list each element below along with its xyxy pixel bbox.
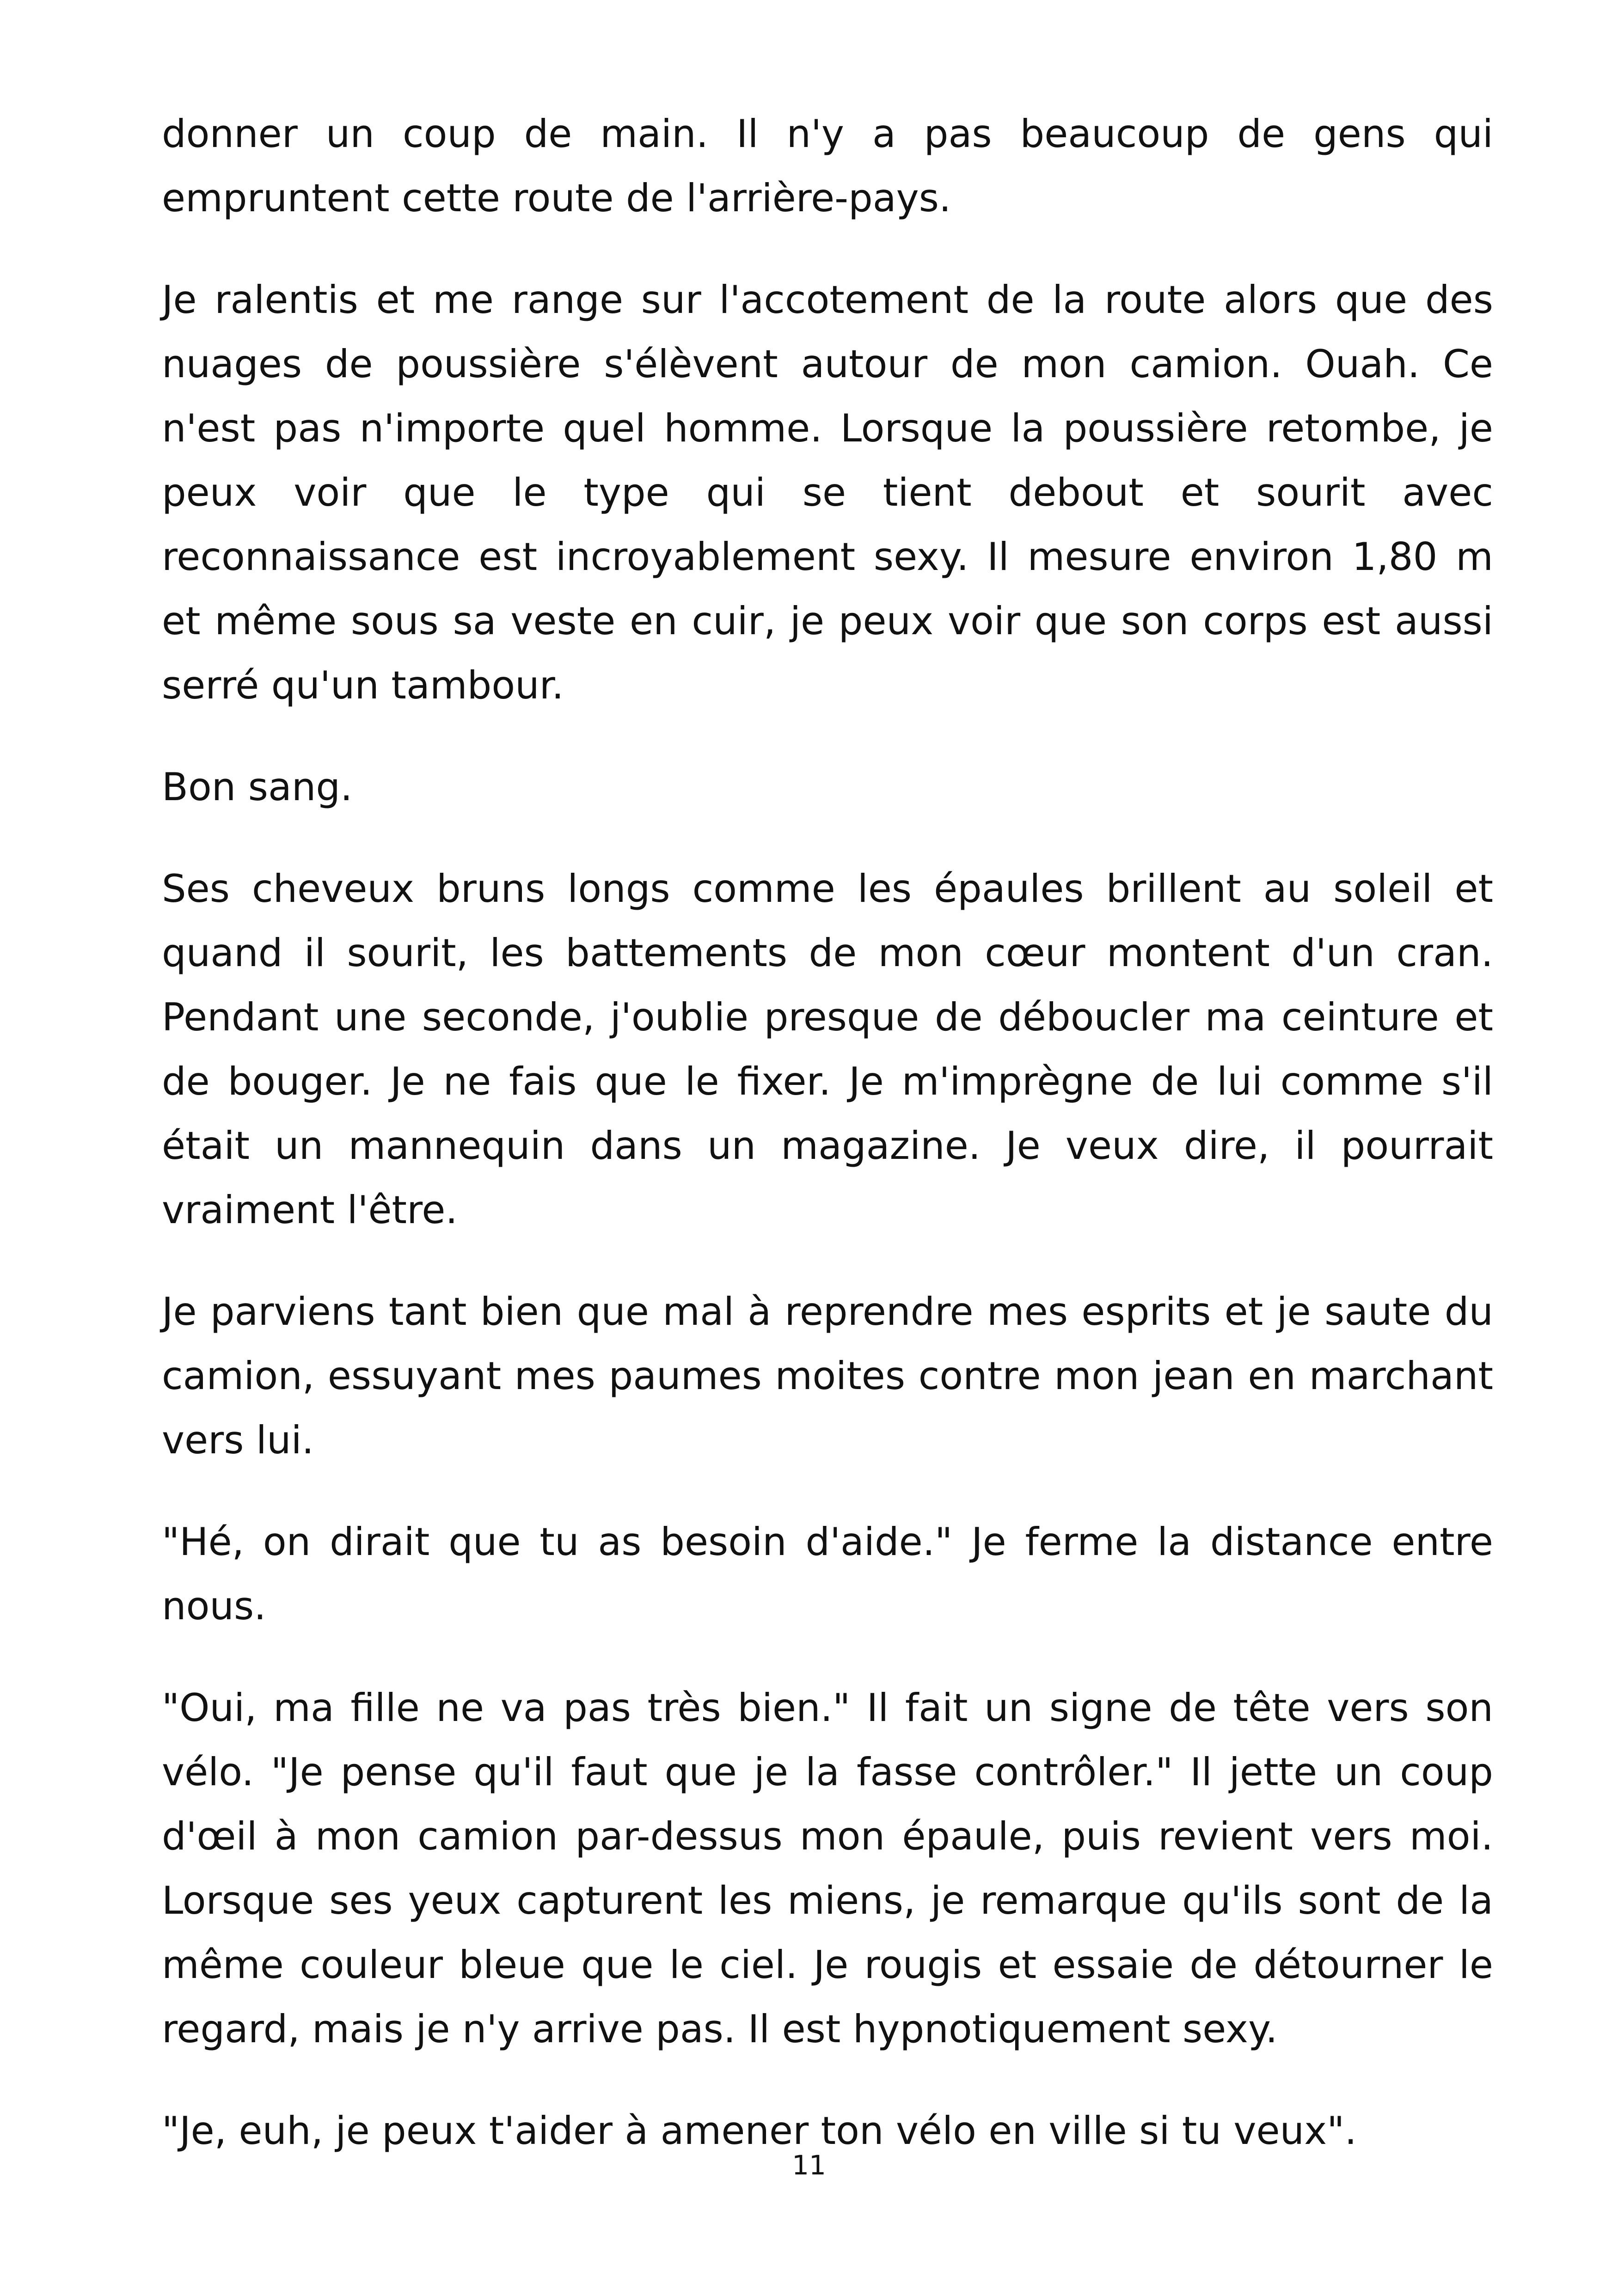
paragraph-6: "Hé, on dirait que tu as besoin d'aide." Je ferme la distance entre nous. (162, 1519, 1493, 1629)
paragraph-1: donner un coup de main. Il n'y a pas beaucoup de gens qui empruntent cette route de l'arrière-pays. (162, 111, 1493, 220)
paragraph-4: Ses cheveux bruns longs comme les épaules brillent au soleil et quand il sourit, les battements de mon cœur montent d'un cran. Pendant une seconde, j'oublie presque de déboucler ma ceinture et de bouger. Je ne fais que le fixer. Je m'imprègne de lui comme s'il était un mannequin dans un magazine. Je veux dire, il pourrait vraiment l'être. (162, 866, 1493, 1232)
paragraph-5: Je parviens tant bien que mal à reprendre mes esprits et je saute du camion, essuyant mes paumes moites contre mon jean en marchant vers lui. (162, 1289, 1493, 1463)
body-text (162, 102, 1493, 2200)
paragraph-3: Bon sang. (162, 765, 353, 809)
page-number: 11 (792, 2149, 826, 2181)
paragraph-7: "Oui, ma fille ne va pas très bien." Il fait un signe de tête vers son vélo. "Je pense qu'il faut que je la fasse contrôler." Il jette un coup d'œil à mon camion par-dessus mon épaule, puis revient vers moi. Lorsque ses yeux capturent les miens, je remarque qu'ils sont de la même couleur bleue que le ciel. Je rougis et essaie de détourner le regard, mais je n'y arrive pas. Il est hypnotiquement sexy. (162, 1685, 1493, 2051)
paragraph-8: "Je, euh, je peux t'aider à amener ton vélo en ville si tu veux". (162, 2108, 1357, 2153)
paragraph-2: Je ralentis et me range sur l'accotement de la route alors que des nuages de poussière s'élèvent autour de mon camion. Ouah. Ce n'est pas n'importe quel homme. Lorsque la poussière retombe, je peux voir que le type qui se tient debout et sourit avec reconnaissance est incroyablement sexy. Il mesure environ 1,80 m et même sous sa veste en cuir, je peux voir que son corps est aussi serré qu'un tambour. (162, 277, 1493, 708)
